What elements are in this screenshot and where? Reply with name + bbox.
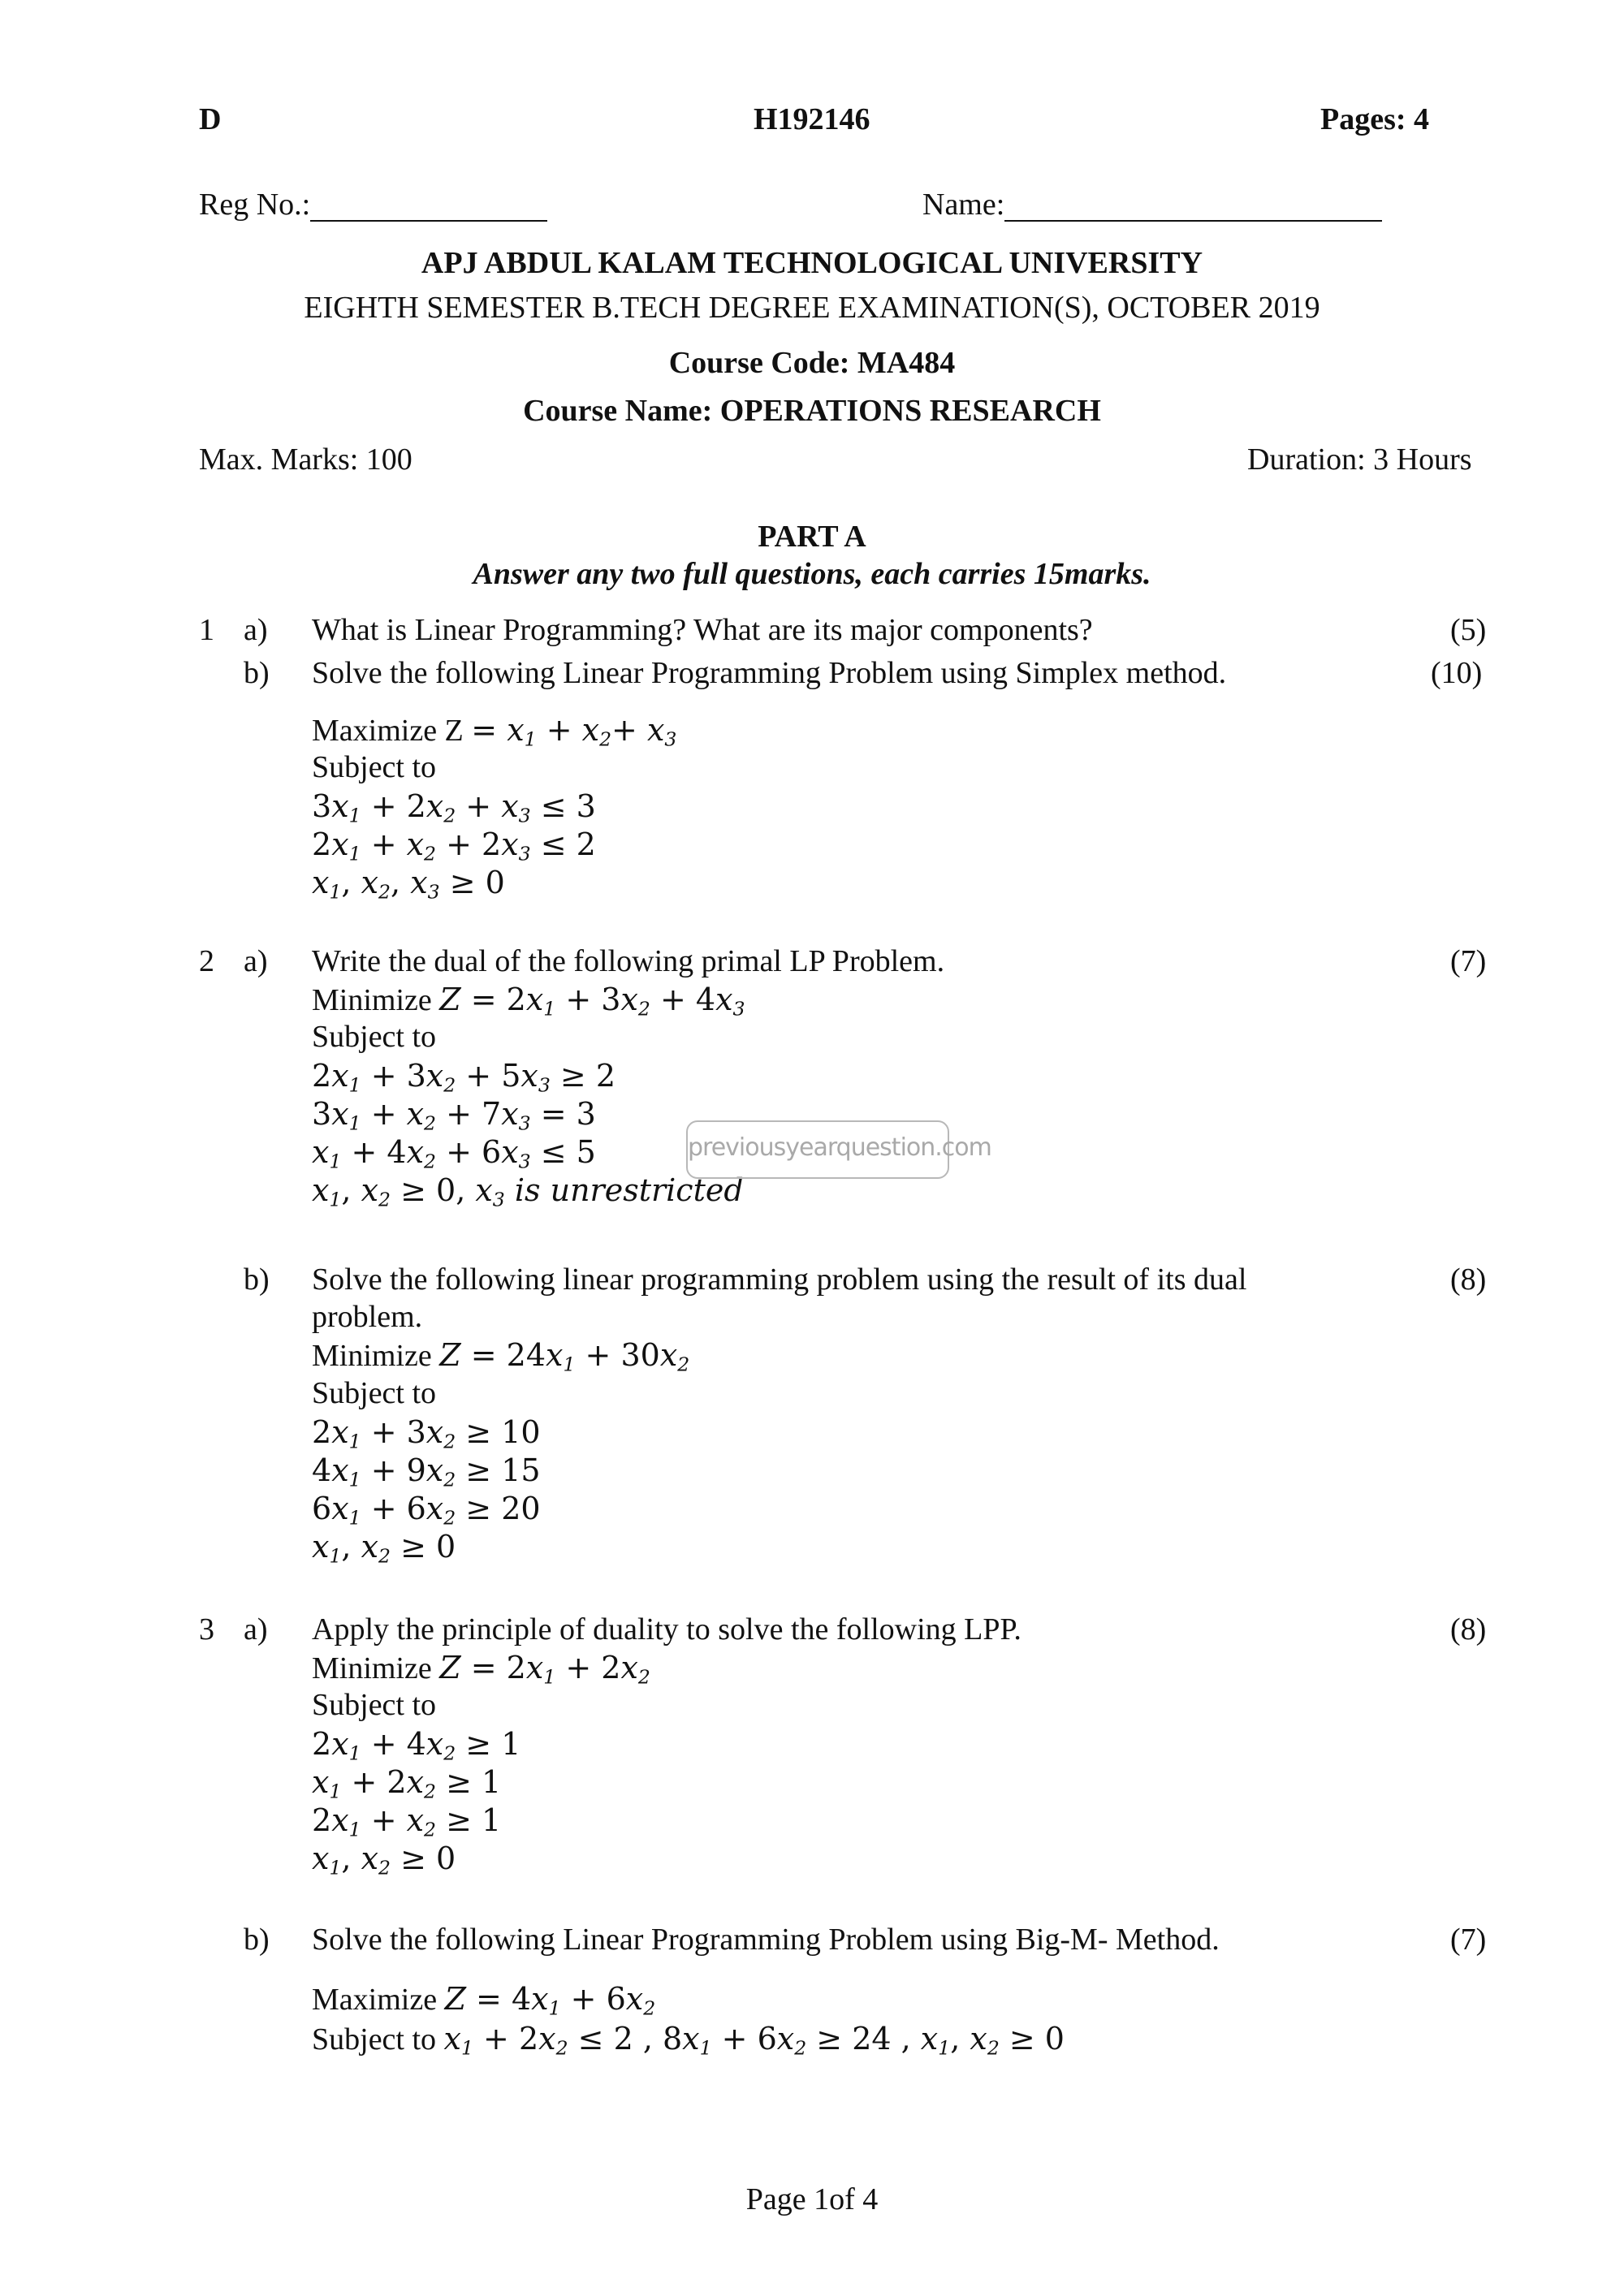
q2b-text-line-1: Solve the following linear programming problem using the result of its dual — [312, 1262, 1247, 1297]
reg-no-blank — [310, 189, 547, 222]
name-field — [922, 189, 1382, 222]
duration: Duration: 3 Hours — [1247, 442, 1472, 477]
paper-code: H192146 — [754, 102, 870, 136]
university-name: APJ ABDUL KALAM TECHNOLOGICAL UNIVERSITY — [421, 246, 1203, 280]
q3a-marks: (8) — [1450, 1612, 1487, 1646]
q2b-label: b) — [244, 1262, 270, 1297]
watermark-stamp: previousyearquestion.com — [686, 1120, 949, 1179]
q1b-subject-to: Subject to — [312, 750, 437, 784]
q2b-nonnegativity: $x_1$, $x_2 \ge 0$ — [312, 1529, 456, 1568]
q2a-marks: (7) — [1450, 944, 1487, 978]
q1b-nonnegativity: $x_1$, $x_2$, $x_3 \ge 0$ — [312, 865, 505, 904]
q2b-subject-to: Subject to — [312, 1376, 437, 1410]
q2b-marks: (8) — [1450, 1262, 1487, 1297]
name-label: Name: — [922, 188, 1005, 222]
q2b-text-line-2: problem. — [312, 1300, 423, 1334]
q3a-constraint-2: $x_1 + 2x_2 \ge 1$ — [312, 1764, 502, 1803]
q1b-objective — [312, 712, 677, 751]
name-blank — [1004, 189, 1382, 222]
q1b-objective-expr: = $x_1 + x_2+ x_3$ — [471, 712, 677, 751]
q3a-constraint-1: $2x_1 + 4x_2 \ge 1$ — [312, 1726, 521, 1765]
q3b-constraints — [312, 2021, 1065, 2060]
q2b-constraint-1: $2x_1 + 3x_2 \ge 10$ — [312, 1414, 541, 1453]
part-title: PART A — [758, 520, 866, 554]
part-instruction: Answer any two full questions, each carries 15marks. — [473, 557, 1151, 591]
page-count: Pages: 4 — [1320, 102, 1430, 136]
q2a-constraint-3: $x_1 + 4x_2 + 6x_3 \le 5$ — [312, 1134, 596, 1173]
q1b-maximize-label: Maximize Z — [312, 714, 464, 748]
q2a-sign-constraints: $x_1$, $x_2 \ge 0$, $x_3$ is unrestricted — [312, 1172, 744, 1211]
q3a-text: Apply the principle of duality to solve the following LPP. — [312, 1612, 1021, 1646]
q3a-label: a) — [244, 1612, 268, 1646]
q1b-label: b) — [244, 656, 270, 690]
q1a-text: What is Linear Programming? What are its major components? — [312, 613, 1093, 647]
q2b-objective — [312, 1337, 690, 1376]
q1b-constraint-1: $3x_1 + 2x_2 + x_3 \le 3$ — [312, 788, 596, 827]
q2a-objective-expr: $Z = 2x_1 + 3x_2 + 4x_3$ — [439, 982, 745, 1021]
reg-no-label: Reg No.: — [199, 188, 311, 222]
q3a-objective — [312, 1650, 650, 1689]
q3b-label: b) — [244, 1923, 270, 1957]
q2a-text: Write the dual of the following primal LP Problem. — [312, 944, 945, 978]
max-marks: Max. Marks: 100 — [199, 442, 412, 477]
q1a-marks: (5) — [1450, 613, 1487, 647]
set-code: D — [199, 102, 222, 136]
q3a-minimize-label: Minimize — [312, 1651, 432, 1685]
q3b-objective-expr: $Z = 4x_1 + 6x_2$ — [444, 1981, 656, 2020]
q2a-unrestricted-text: is unrestricted — [514, 1172, 744, 1208]
q1b-marks: (10) — [1431, 656, 1483, 690]
q2a-minimize-label: Minimize — [312, 983, 432, 1017]
q1-number: 1 — [199, 613, 214, 647]
q2a-label: a) — [244, 944, 268, 978]
q3-number: 3 — [199, 1612, 214, 1646]
q1b-constraint-2: $2x_1 + x_2 + 2x_3 \le 2$ — [312, 826, 596, 865]
q1b-text: Solve the following Linear Programming Problem using Simplex method. — [312, 656, 1227, 690]
course-code: Course Code: MA484 — [668, 346, 956, 380]
q2b-minimize-label: Minimize — [312, 1339, 432, 1373]
q2a-subject-to: Subject to — [312, 1020, 437, 1054]
q3b-text: Solve the following Linear Programming Problem using Big-M- Method. — [312, 1923, 1220, 1957]
q3a-objective-expr: $Z = 2x_1 + 2x_2$ — [439, 1650, 650, 1689]
q2a-objective — [312, 982, 745, 1021]
q3b-subject-to-label: Subject to — [312, 2022, 437, 2056]
q2b-constraint-3: $6x_1 + 6x_2 \ge 20$ — [312, 1491, 541, 1530]
q3a-subject-to: Subject to — [312, 1688, 437, 1722]
q2-number: 2 — [199, 944, 214, 978]
q3a-constraint-3: $2x_1 + x_2 \ge 1$ — [312, 1802, 502, 1841]
q3b-constraint-expr: $x_1 + 2x_2 \le 2$ , $8x_1 + 6x_2 \ge 24$ , $x_1$, $x_2 \ge 0$ — [443, 2021, 1065, 2060]
q3b-objective — [312, 1981, 656, 2020]
q3b-marks: (7) — [1450, 1923, 1487, 1957]
q2b-objective-expr: $Z = 24x_1 + 30x_2$ — [439, 1337, 690, 1376]
q2b-constraint-2: $4x_1 + 9x_2 \ge 15$ — [312, 1452, 541, 1491]
q1a-label: a) — [244, 613, 268, 647]
q3b-maximize-label: Maximize — [312, 1983, 438, 2017]
q2a-constraint-2: $3x_1 + x_2 + 7x_3 = 3$ — [312, 1096, 596, 1135]
course-name: Course Name: OPERATIONS RESEARCH — [523, 394, 1101, 428]
page-footer: Page 1of 4 — [745, 2182, 879, 2216]
exam-title: EIGHTH SEMESTER B.TECH DEGREE EXAMINATION(S), OCTOBER 2019 — [304, 291, 1320, 325]
reg-no-field — [199, 189, 547, 222]
q3a-nonnegativity: $x_1$, $x_2 \ge 0$ — [312, 1841, 456, 1880]
q2a-constraint-1: $2x_1 + 3x_2 + 5x_3 \ge 2$ — [312, 1058, 616, 1097]
